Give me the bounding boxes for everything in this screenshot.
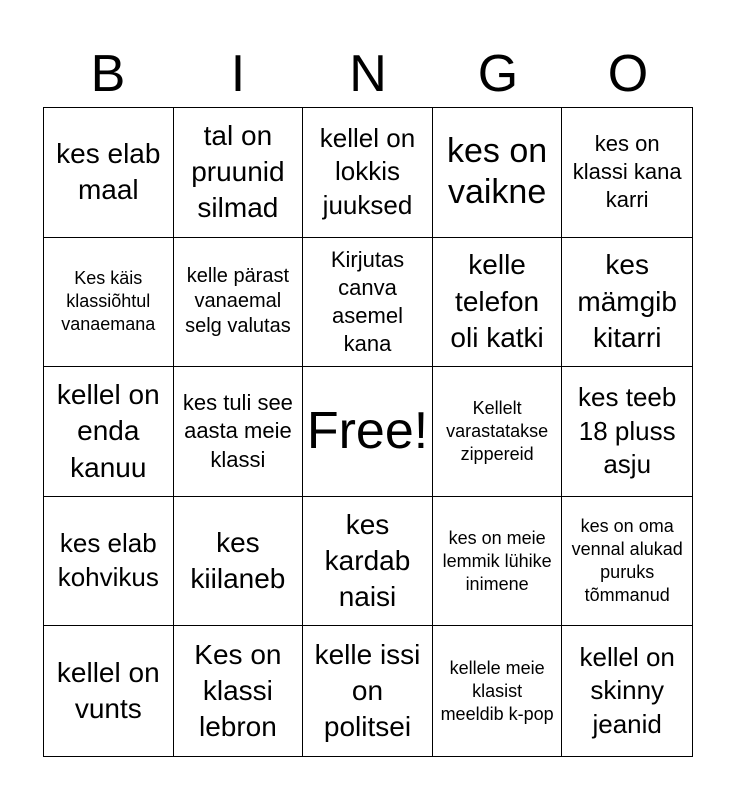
cell-text: kellel on skinny jeanid bbox=[579, 641, 675, 740]
header-letter-g: G bbox=[477, 45, 519, 103]
bingo-board bbox=[43, 107, 693, 757]
header-letter-i: I bbox=[230, 45, 246, 103]
bingo-cell[interactable] bbox=[433, 367, 563, 497]
bingo-cell[interactable] bbox=[433, 626, 563, 756]
cell-text: kelle telefon oli katki bbox=[450, 249, 544, 354]
bingo-cell[interactable] bbox=[174, 108, 304, 238]
cell-text: Kellelt varastatakse zippereid bbox=[446, 397, 549, 464]
cell-text: kellele meie klasist meeldib k-pop bbox=[440, 657, 554, 724]
bingo-cell[interactable] bbox=[44, 367, 174, 497]
cell-text: kes teeb 18 pluss asju bbox=[578, 381, 677, 480]
bingo-cell[interactable] bbox=[44, 626, 174, 756]
bingo-cell[interactable] bbox=[562, 367, 692, 497]
bingo-cell[interactable] bbox=[562, 238, 692, 368]
bingo-cell[interactable] bbox=[174, 367, 304, 497]
cell-text: kes elab kohvikus bbox=[57, 528, 159, 593]
cell-text: kes kardab naisi bbox=[324, 508, 411, 613]
bingo-header bbox=[43, 40, 693, 108]
cell-text: kes on oma vennal alukad puruks tõmmanud bbox=[571, 516, 683, 606]
cell-text: kes mämgib kitarri bbox=[577, 249, 677, 354]
cell-text: Kes on klassi lebron bbox=[194, 638, 282, 743]
cell-text: kelle issi on politsei bbox=[314, 638, 421, 743]
cell-text: kellel on vunts bbox=[56, 656, 160, 725]
header-letter-o: O bbox=[607, 45, 649, 103]
bingo-cell[interactable] bbox=[44, 108, 174, 238]
bingo-cell[interactable] bbox=[433, 108, 563, 238]
cell-text: kelle pärast vanaemal selg valutas bbox=[185, 265, 291, 338]
cell-text: kellel on enda kanuu bbox=[56, 378, 160, 483]
cell-text: kes on vaikne bbox=[447, 131, 548, 212]
free-space-text: Free! bbox=[306, 401, 429, 460]
header-letter-n: N bbox=[349, 45, 387, 103]
bingo-cell[interactable] bbox=[433, 497, 563, 627]
cell-text: kes on meie lemmik lühike inimene bbox=[442, 527, 552, 594]
cell-text: kes elab maal bbox=[56, 137, 161, 206]
header-letter-b: B bbox=[90, 45, 126, 103]
cell-text: Kirjutas canva asemel kana bbox=[330, 246, 405, 357]
bingo-cell[interactable] bbox=[433, 238, 563, 368]
bingo-cell[interactable] bbox=[44, 497, 174, 627]
bingo-cell[interactable] bbox=[174, 497, 304, 627]
cell-text: kes kiilaneb bbox=[190, 526, 286, 595]
bingo-cell[interactable] bbox=[562, 626, 692, 756]
bingo-cell[interactable] bbox=[174, 238, 304, 368]
free-space[interactable] bbox=[303, 367, 433, 497]
cell-text: tal on pruunid silmad bbox=[191, 119, 285, 224]
bingo-cell[interactable] bbox=[44, 238, 174, 368]
bingo-cell[interactable] bbox=[174, 626, 304, 756]
bingo-cell[interactable] bbox=[303, 108, 433, 238]
cell-text: Kes käis klassiõhtul vanaemana bbox=[61, 268, 156, 335]
cell-text: kes on klassi kana karri bbox=[572, 131, 682, 213]
cell-text: kellel on lokkis juuksed bbox=[319, 122, 416, 221]
bingo-cell[interactable] bbox=[562, 497, 692, 627]
bingo-cell[interactable] bbox=[303, 497, 433, 627]
bingo-cell[interactable] bbox=[303, 626, 433, 756]
bingo-cell[interactable] bbox=[562, 108, 692, 238]
bingo-cell[interactable] bbox=[303, 238, 433, 368]
cell-text: kes tuli see aasta meie klassi bbox=[182, 390, 293, 472]
